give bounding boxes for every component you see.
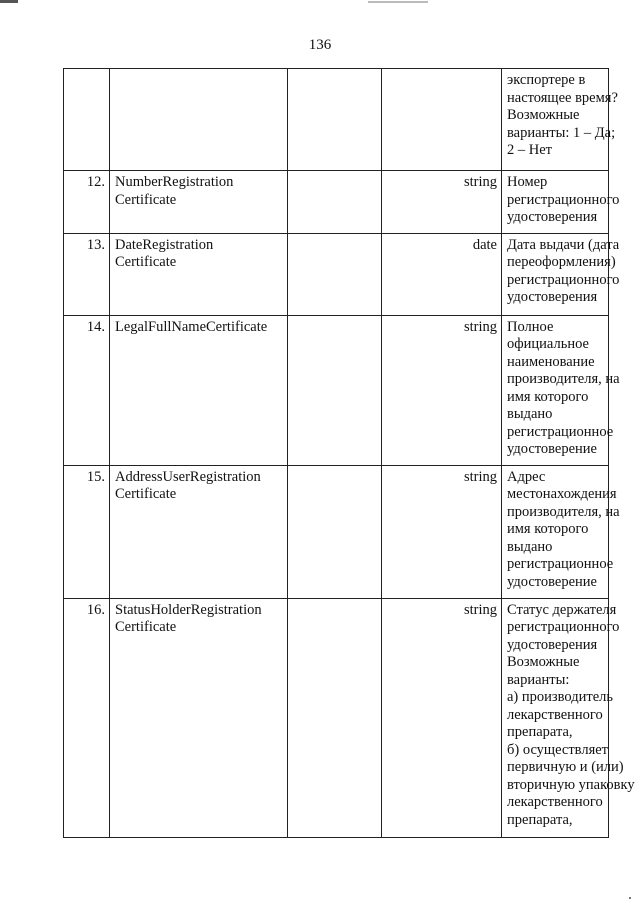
empty-cell — [288, 315, 382, 465]
data-type: string — [382, 315, 502, 465]
empty-cell — [288, 69, 382, 171]
field-name-line: NumberRegistration — [115, 174, 234, 190]
page-number: 136 — [308, 37, 332, 53]
table-row — [64, 171, 609, 234]
row-number: 16. — [64, 598, 110, 837]
row-number: 12. — [64, 171, 110, 234]
row-number: 13. — [64, 233, 110, 315]
description-line: производителя, на — [507, 371, 620, 387]
description-line: б) осуществляет — [507, 741, 609, 758]
data-type: string — [382, 171, 502, 234]
description-line: имя которого — [507, 521, 589, 537]
row-number: 14. — [64, 315, 110, 465]
field-name-cell — [110, 465, 288, 598]
scan-mark-left — [0, 0, 18, 3]
data-type: date — [382, 233, 502, 315]
description-line: выдано — [507, 406, 553, 422]
description-line: выдано — [507, 538, 553, 555]
empty-cell — [288, 598, 382, 837]
description-line: удостоверения — [507, 209, 598, 225]
description-line: регистрационного — [507, 619, 620, 635]
table-row — [64, 598, 609, 837]
description-cell — [502, 171, 620, 234]
table-row — [64, 315, 609, 465]
table-row — [64, 465, 609, 598]
field-name-cell — [110, 598, 288, 837]
description-line: переоформления) — [507, 254, 616, 270]
field-name-line: DateRegistration — [115, 236, 214, 253]
field-name-line: StatusHolderRegistration — [115, 601, 262, 618]
empty-cell — [288, 465, 382, 598]
description-cell — [502, 598, 635, 837]
description-line: имя которого — [507, 388, 589, 405]
description-line: настоящее время? — [507, 89, 618, 106]
field-name-line: Certificate — [115, 191, 177, 208]
table-row — [64, 69, 609, 171]
row-number: 15. — [64, 465, 110, 598]
description-cell — [502, 465, 620, 598]
description-line: 2 – Нет — [507, 142, 552, 158]
description-line: экспортере в — [507, 72, 586, 88]
description-line: регистрационного — [507, 191, 620, 208]
field-name-line: Certificate — [115, 254, 177, 270]
description-line: препарата, — [507, 811, 573, 828]
description-line: удостоверения — [507, 289, 598, 305]
description-line: лекарственного — [507, 794, 603, 810]
description-cell — [502, 69, 618, 171]
scan-edge-marks — [0, 0, 640, 6]
empty-cell — [288, 233, 382, 315]
description-cell — [502, 315, 620, 465]
description-line: Статус держателя — [507, 601, 617, 618]
scan-mark-center — [368, 1, 428, 3]
description-line: официальное — [507, 336, 589, 352]
description-cell — [502, 233, 620, 315]
description-line: регистрационного — [507, 271, 620, 288]
description-line: удостоверение — [507, 441, 597, 457]
description-line: удостоверения — [507, 636, 598, 653]
data-type — [382, 69, 502, 171]
description-line: наименование — [507, 353, 595, 370]
field-name-cell — [110, 233, 288, 315]
field-name-line: AddressUserRegistration — [115, 468, 261, 485]
description-line: варианты: 1 – Да; — [507, 124, 616, 141]
description-line: регистрационное — [507, 423, 614, 440]
description-line: Возможные — [507, 654, 580, 670]
field-name-line: LegalFullNameCertificate — [115, 318, 268, 335]
description-line: а) производитель — [507, 689, 613, 705]
field-name-cell — [110, 171, 288, 234]
field-name-line: Certificate — [115, 486, 177, 502]
empty-cell — [288, 171, 382, 234]
description-line: Адрес — [507, 468, 546, 485]
description-line: лекарственного — [507, 706, 603, 723]
description-line: местонахождения — [507, 486, 617, 502]
field-name-line: Certificate — [115, 619, 177, 635]
data-type: string — [382, 598, 502, 837]
row-number — [64, 69, 110, 171]
fields-table — [63, 68, 635, 838]
description-line: варианты: — [507, 671, 570, 688]
table-row — [64, 233, 609, 315]
description-line: Дата выдачи (дата — [507, 236, 620, 253]
description-line: первичную и (или) — [507, 759, 624, 775]
scan-speck — [629, 897, 631, 899]
description-line: регистрационное — [507, 556, 614, 572]
field-name-cell — [110, 315, 288, 465]
data-type: string — [382, 465, 502, 598]
description-line: Полное — [507, 318, 554, 335]
description-line: производителя, на — [507, 503, 620, 520]
description-line: вторичную упаковку — [507, 776, 635, 793]
field-name-cell — [110, 69, 288, 171]
description-line: препарата, — [507, 724, 573, 740]
description-line: Возможные — [507, 107, 580, 123]
description-line: Номер — [507, 174, 548, 190]
description-line: удостоверение — [507, 573, 597, 590]
